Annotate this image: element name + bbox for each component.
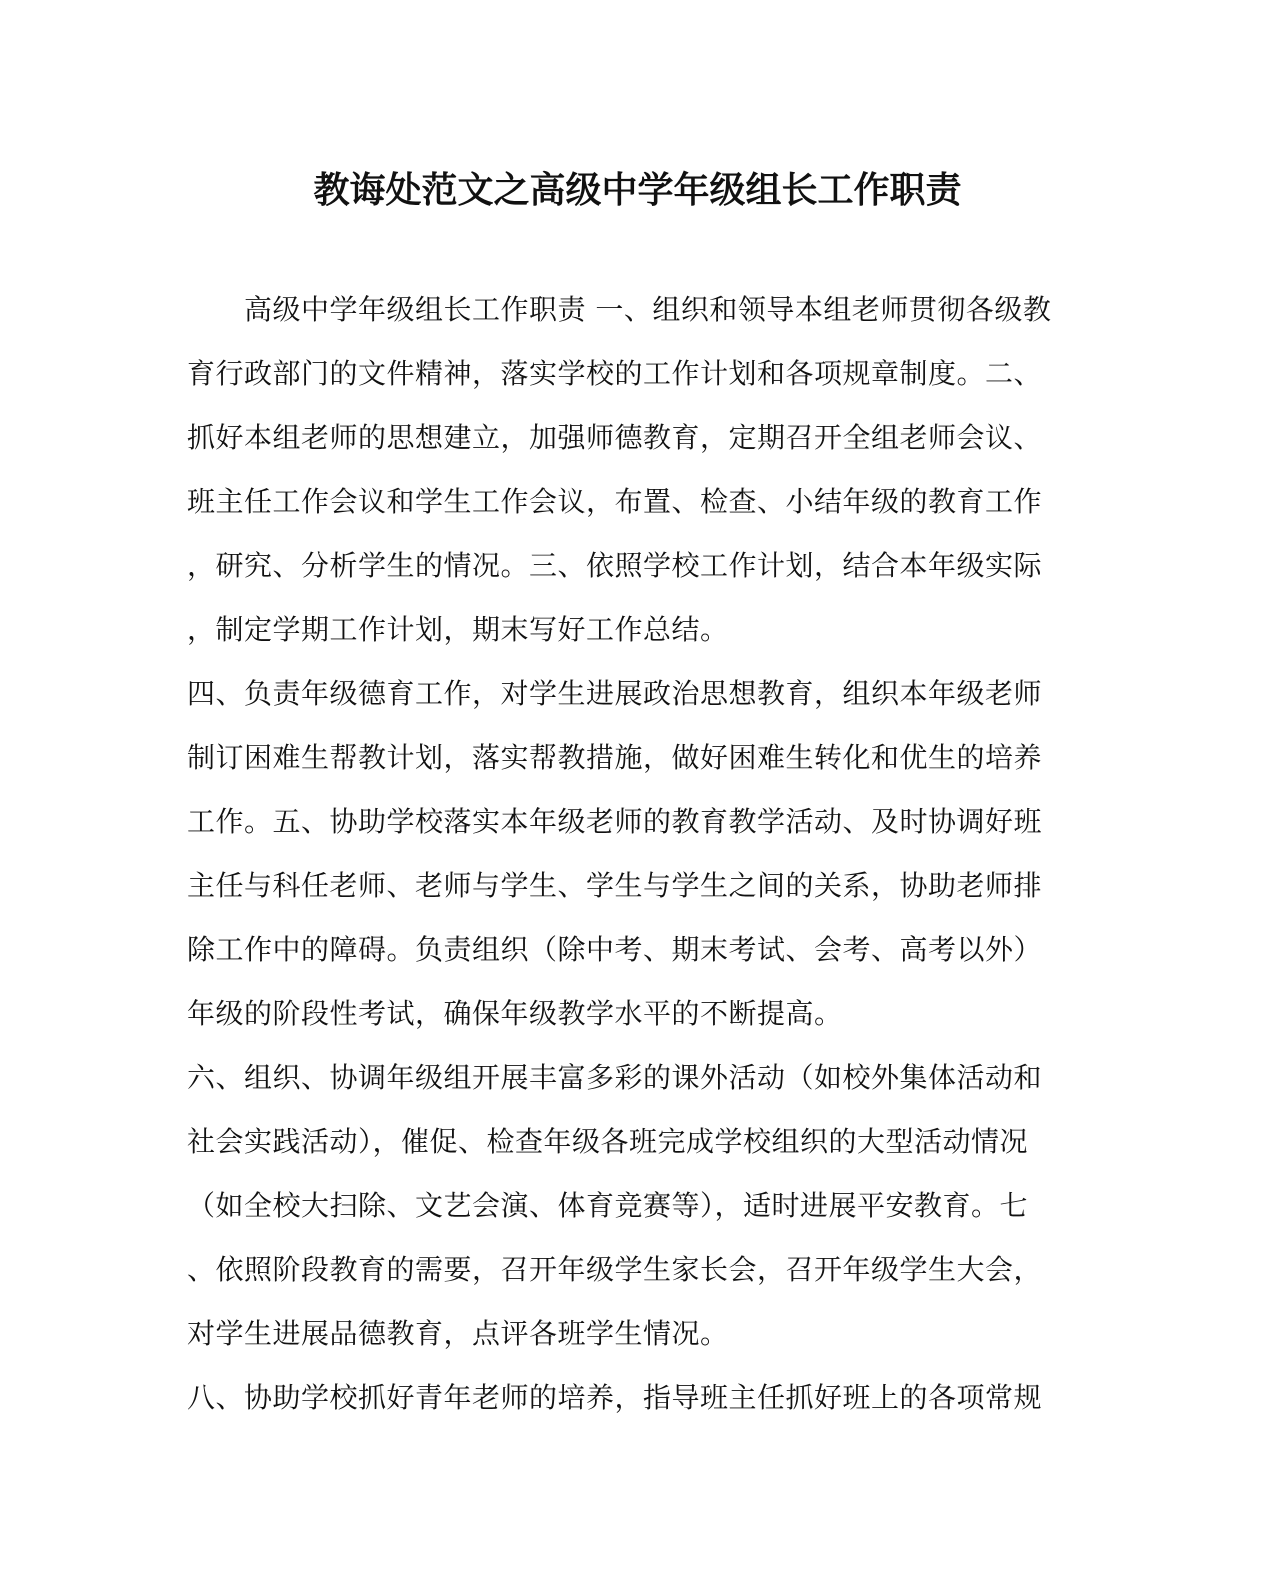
body-line: ，制定学期工作计划，期末写好工作总结。 [187,613,729,646]
body-line: 主任与科任老师、老师与学生、学生与学生之间的关系，协助老师排 [187,869,1043,902]
body-line: 育行政部门的文件精神，落实学校的工作计划和各项规章制度。二、 [187,357,1043,390]
body-line: 班主任工作会议和学生工作会议，布置、检查、小结年级的教育工作 [187,485,1043,518]
body-line: 年级的阶段性考试，确保年级教学水平的不断提高。 [187,997,843,1030]
body-line: （如全校大扫除、文艺会演、体育竞赛等），适时进展平安教育。七 [187,1189,1029,1222]
body-line: 社会实践活动），催促、检查年级各班完成学校组织的大型活动情况 [187,1125,1029,1158]
body-line: 制订困难生帮教计划，落实帮教措施，做好困难生转化和优生的培养 [187,741,1043,774]
document-body [187,278,1067,1430]
body-line: 六、组织、协调年级组开展丰富多彩的课外活动（如校外集体活动和 [187,1061,1043,1094]
body-line: 除工作中的障碍。负责组织（除中考、期末考试、会考、高考以外） [187,933,1043,966]
document-title: 教诲处范文之高级中学年级组长工作职责 [313,169,962,211]
body-line: ，研究、分析学生的情况。三、依照学校工作计划，结合本年级实际 [187,549,1043,582]
body-line: 高级中学年级组长工作职责 一、组织和领导本组老师贯彻各级教 [244,293,1052,326]
body-line: 八、协助学校抓好青年老师的培养，指导班主任抓好班上的各项常规 [187,1381,1043,1414]
body-line: 对学生进展品德教育，点评各班学生情况。 [187,1317,729,1350]
body-line: 工作。五、协助学校落实本年级老师的教育教学活动、及时协调好班 [187,805,1043,838]
body-line: 、依照阶段教育的需要，召开年级学生家长会，召开年级学生大会， [187,1253,1043,1286]
body-line: 抓好本组老师的思想建立，加强师德教育，定期召开全组老师会议、 [187,421,1043,454]
body-line: 四、负责年级德育工作，对学生进展政治思想教育，组织本年级老师 [187,677,1043,710]
